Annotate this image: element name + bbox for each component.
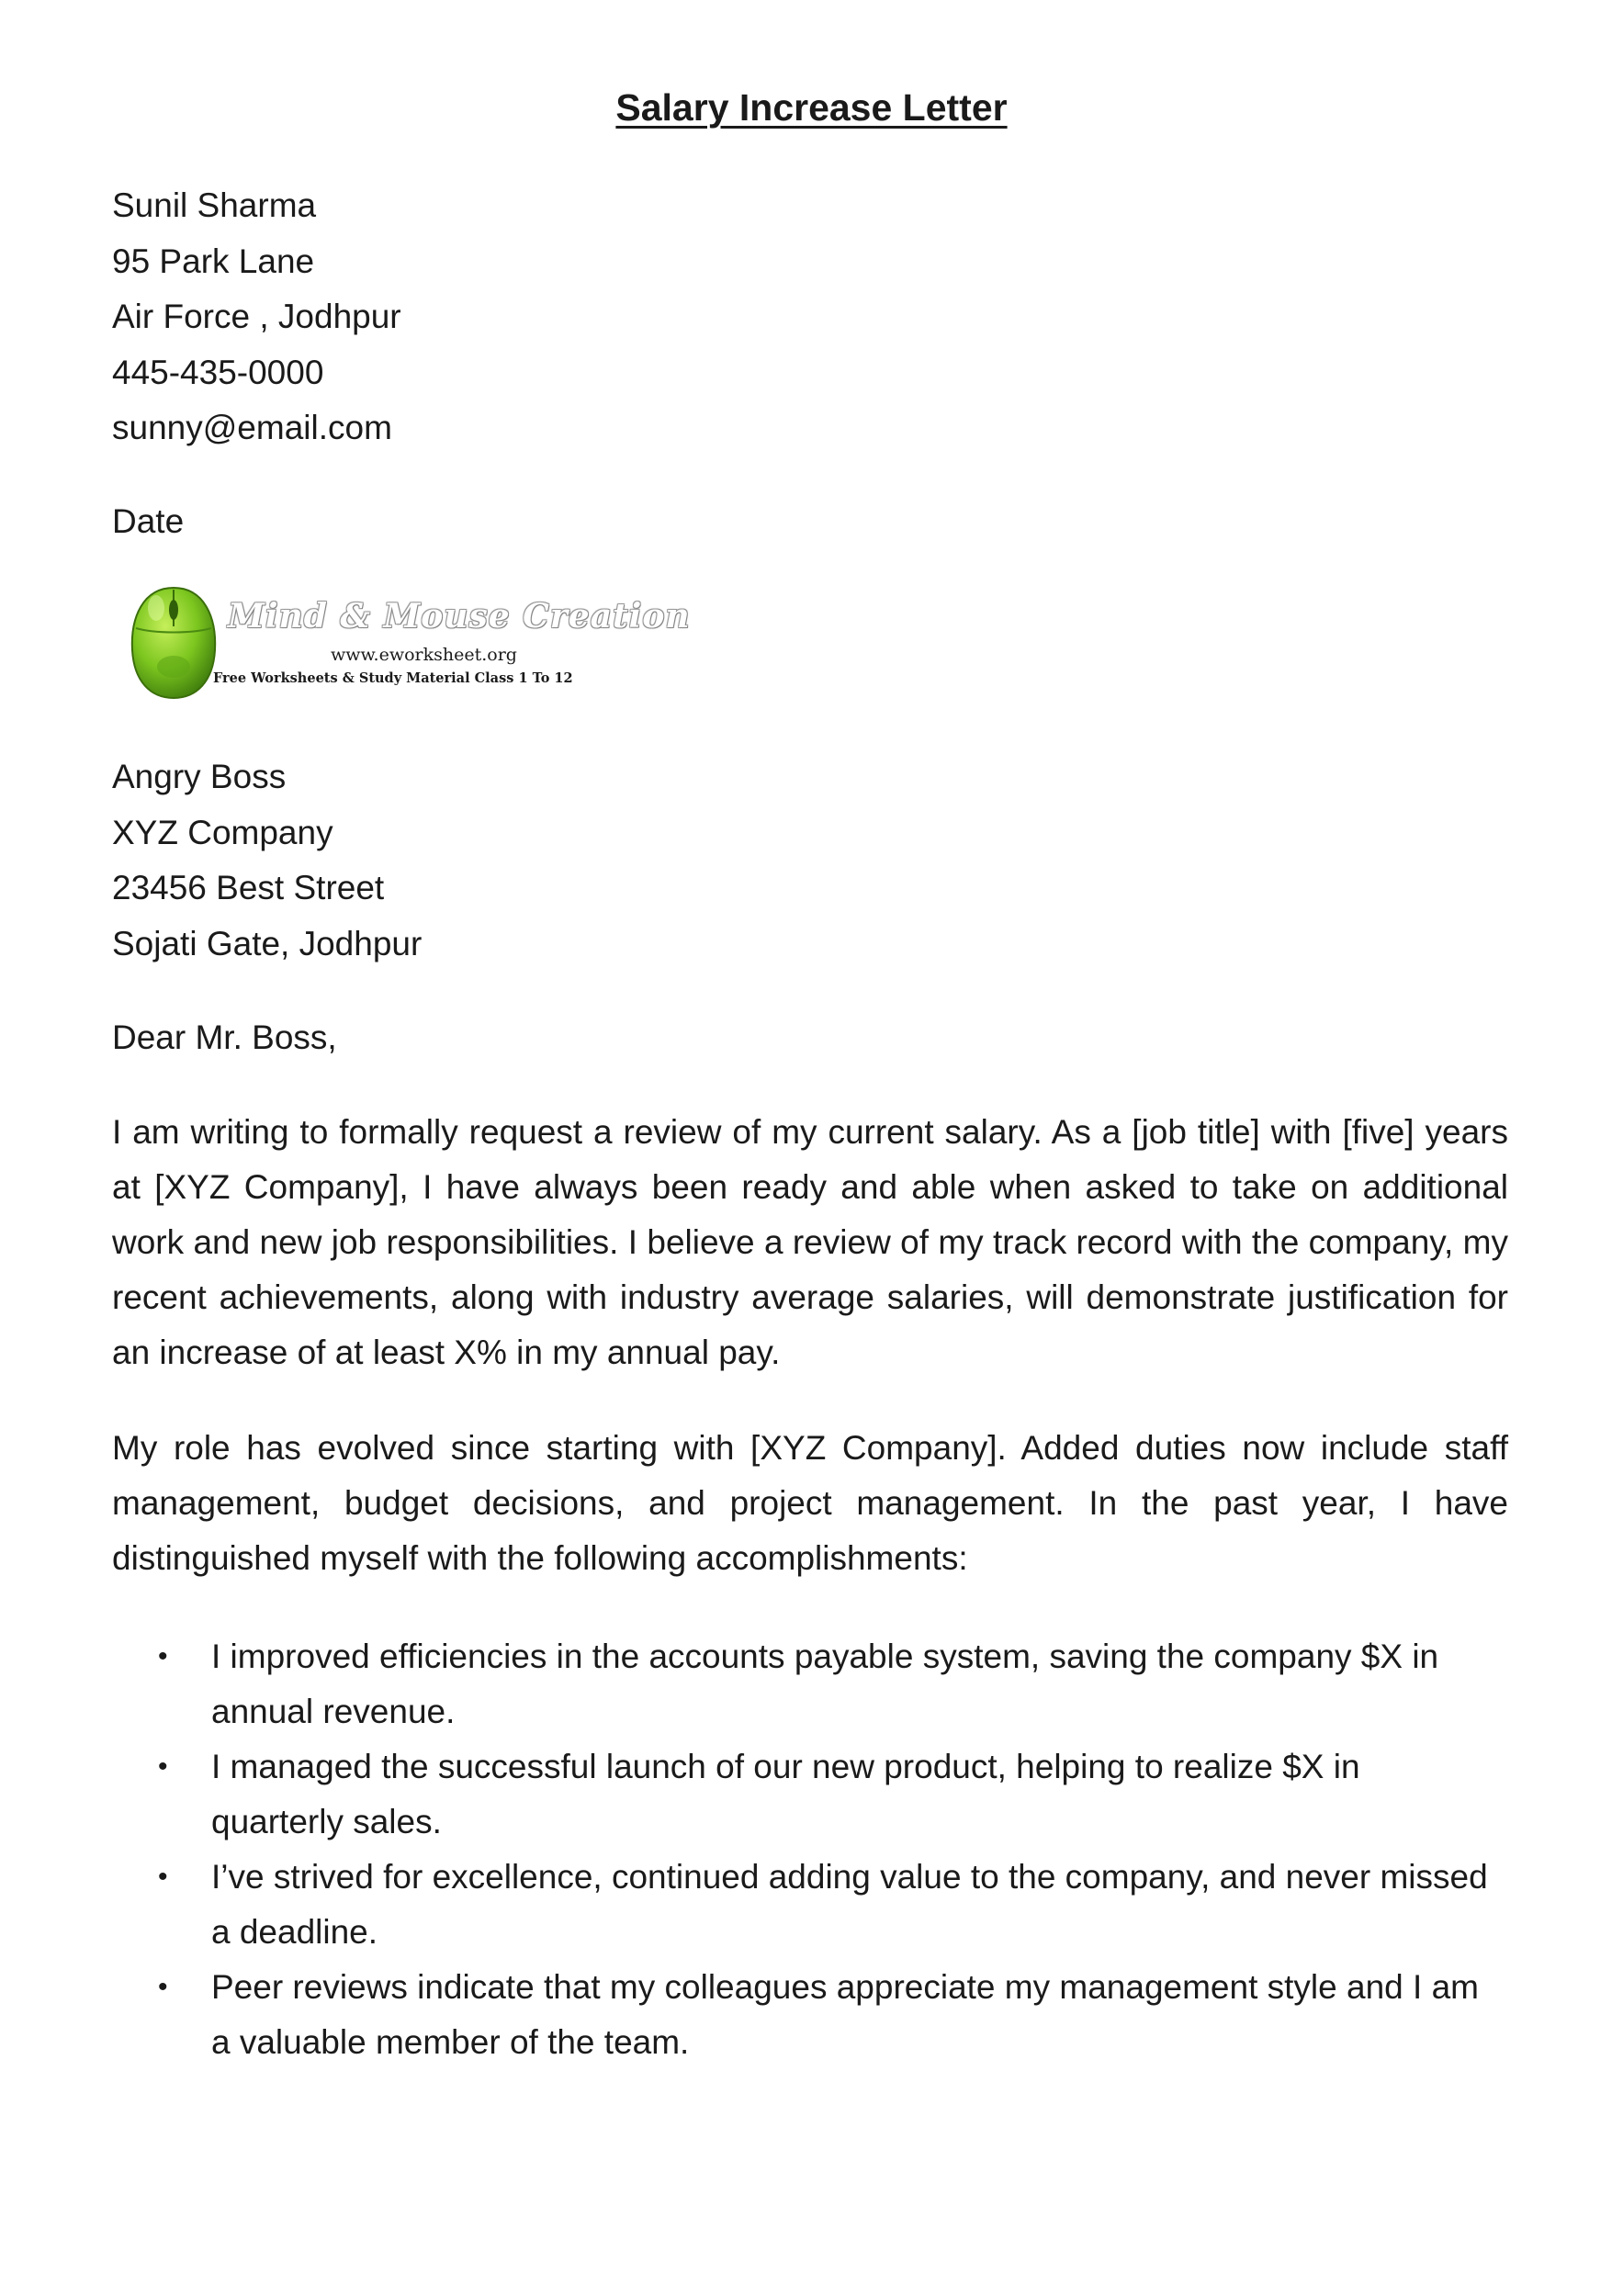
list-item-text: I managed the successful launch of our new product, helping to realize $X in quarterly sales. [211,1748,1360,1840]
list-item [112,1850,1508,1960]
bullet-icon: • [158,1751,168,1782]
recipient-street: 23456 Best Street [112,869,385,906]
list-item [112,1960,1508,2070]
recipient-address-block [112,749,1508,972]
sender-email: sunny@email.com [112,409,392,446]
logo-website-text: www.eworksheet.org [331,645,517,665]
recipient-name: Angry Boss [112,758,287,795]
body-paragraph-request: I am writing to formally request a review of my current salary. As a [job title] with [five] years at [XYZ Company], I have always been ready and able when asked to take on additional work and new job responsibilities. I believe a review of my track record with the company, my recent achievements, along with industry average salaries, will demonstrate justification for an increase of at least X% in my annual pay. [112,1113,1508,1371]
salutation-line [112,1010,1508,1066]
logo-brand-text: Mind & Mouse Creation [228,597,691,636]
logo-tagline-text: Free Worksheets & Study Material Class 1 To 12 [213,670,573,686]
list-item-text: I’ve strived for excellence, continued adding value to the company, and never missed a deadline. [211,1858,1488,1951]
sender-phone: 445-435-0000 [112,353,324,391]
list-item [112,1629,1508,1739]
date-label: Date [112,502,185,540]
body-paragraph-role: My role has evolved since starting with [XYZ Company]. Added duties now include staff management, budget decisions, and project management. In the past year, I have distinguished myself with the following accomplishments: [112,1429,1508,1577]
recipient-city: Sojati Gate, Jodhpur [112,924,423,962]
list-item-text: I improved efficiencies in the accounts payable system, saving the company $X in annual revenue. [211,1638,1439,1730]
bullet-icon: • [158,1641,168,1671]
list-item [112,1739,1508,1850]
sender-address-block [112,178,1508,456]
page-title: Salary Increase Letter [615,86,1008,129]
sender-city: Air Force , Jodhpur [112,298,401,335]
bullet-icon: • [158,1862,168,1892]
accomplishments-list [112,1629,1508,2070]
bullet-icon: • [158,1972,168,2002]
mouse-icon [123,582,224,702]
sender-street: 95 Park Lane [112,242,315,280]
list-item-text: Peer reviews indicate that my colleagues appreciate my management style and I am a valuable member of the team. [211,1968,1479,2061]
salutation: Dear Mr. Boss, [112,1019,337,1056]
watermark-logo [118,579,691,707]
date-line [112,494,1508,550]
recipient-company: XYZ Company [112,813,333,851]
sender-name: Sunil Sharma [112,186,317,224]
